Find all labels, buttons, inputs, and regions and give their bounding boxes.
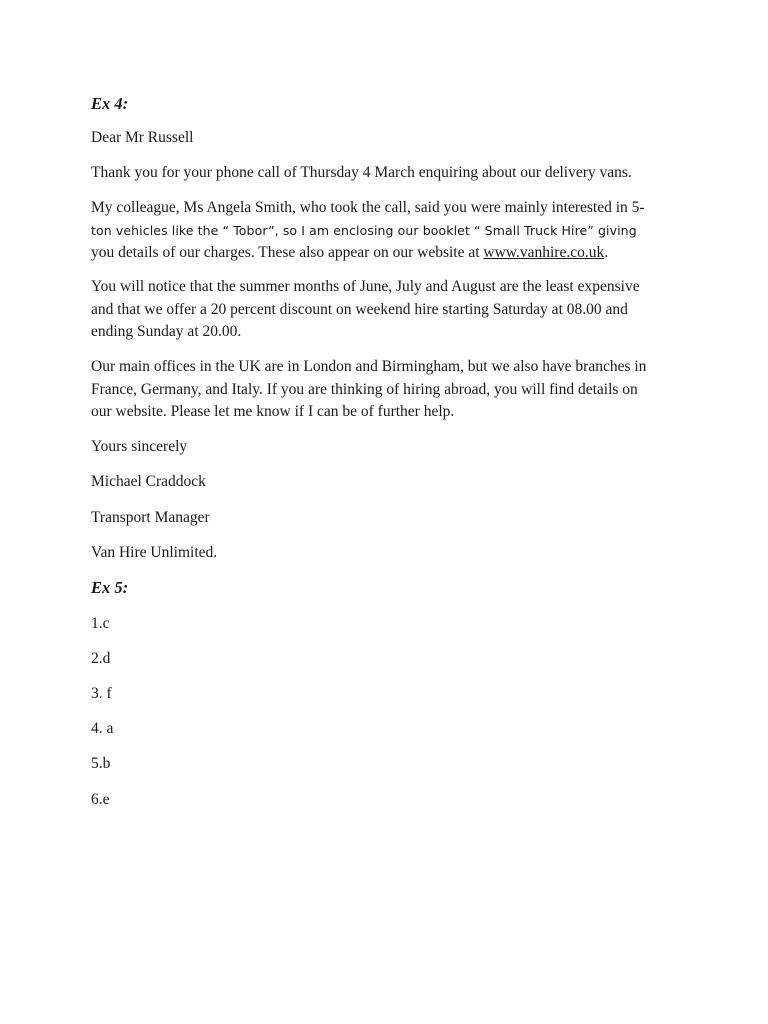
paragraph-3 xyxy=(91,276,681,344)
answer-item: 3. f xyxy=(91,685,112,702)
paragraph-2-line-1: My colleague, Ms Angela Smith, who took the call, said you were mainly interested in 5- xyxy=(91,199,645,216)
website-link[interactable]: www.vanhire.co.uk xyxy=(483,244,605,261)
paragraph-2 xyxy=(91,197,681,265)
paragraph-4 xyxy=(91,356,681,424)
paragraph-1: Thank you for your phone call of Thursday 4 March enquiring about our delivery vans. xyxy=(91,164,632,181)
paragraph-4-line-2: France, Germany, and Italy. If you are thinking of hiring abroad, you will find details on xyxy=(91,380,638,398)
answer-item: 5.b xyxy=(91,755,111,772)
ex5-heading: Ex 5: xyxy=(91,578,129,597)
paragraph-4-line-3: our website. Please let me know if I can be of further help. xyxy=(91,403,455,420)
paragraph-2-line-2: ton vehicles like the “ Tobor”, so I am enclosing our booklet “ Small Truck Hire” giving xyxy=(91,222,637,238)
paragraph-3-line-3: ending Sunday at 20.00. xyxy=(91,323,242,340)
paragraph-4-line-1: Our main offices in the UK are in London and Birmingham, but we also have branches in xyxy=(91,358,647,375)
signature-title: Transport Manager xyxy=(91,509,210,526)
paragraph-2-line-3 xyxy=(91,242,681,265)
signature-company: Van Hire Unlimited. xyxy=(91,544,218,561)
paragraph-2-line-3-end: . xyxy=(604,244,609,261)
ex4-heading: Ex 4: xyxy=(91,94,129,113)
closing: Yours sincerely xyxy=(91,438,188,455)
answer-item: 6.e xyxy=(91,791,110,808)
answer-item: 2.d xyxy=(91,650,111,667)
paragraph-3-line-2: and that we offer a 20 percent discount on weekend hire starting Saturday at 08.00 and xyxy=(91,300,628,318)
answer-item: 1.c xyxy=(91,615,110,632)
signature-name: Michael Craddock xyxy=(91,473,206,490)
salutation: Dear Mr Russell xyxy=(91,129,194,146)
paragraph-3-line-1: You will notice that the summer months of June, July and August are the least expensive xyxy=(91,278,640,295)
answer-item: 4. a xyxy=(91,720,114,737)
paragraph-2-line-3-text: you details of our charges. These also appear on our website at xyxy=(91,244,484,261)
